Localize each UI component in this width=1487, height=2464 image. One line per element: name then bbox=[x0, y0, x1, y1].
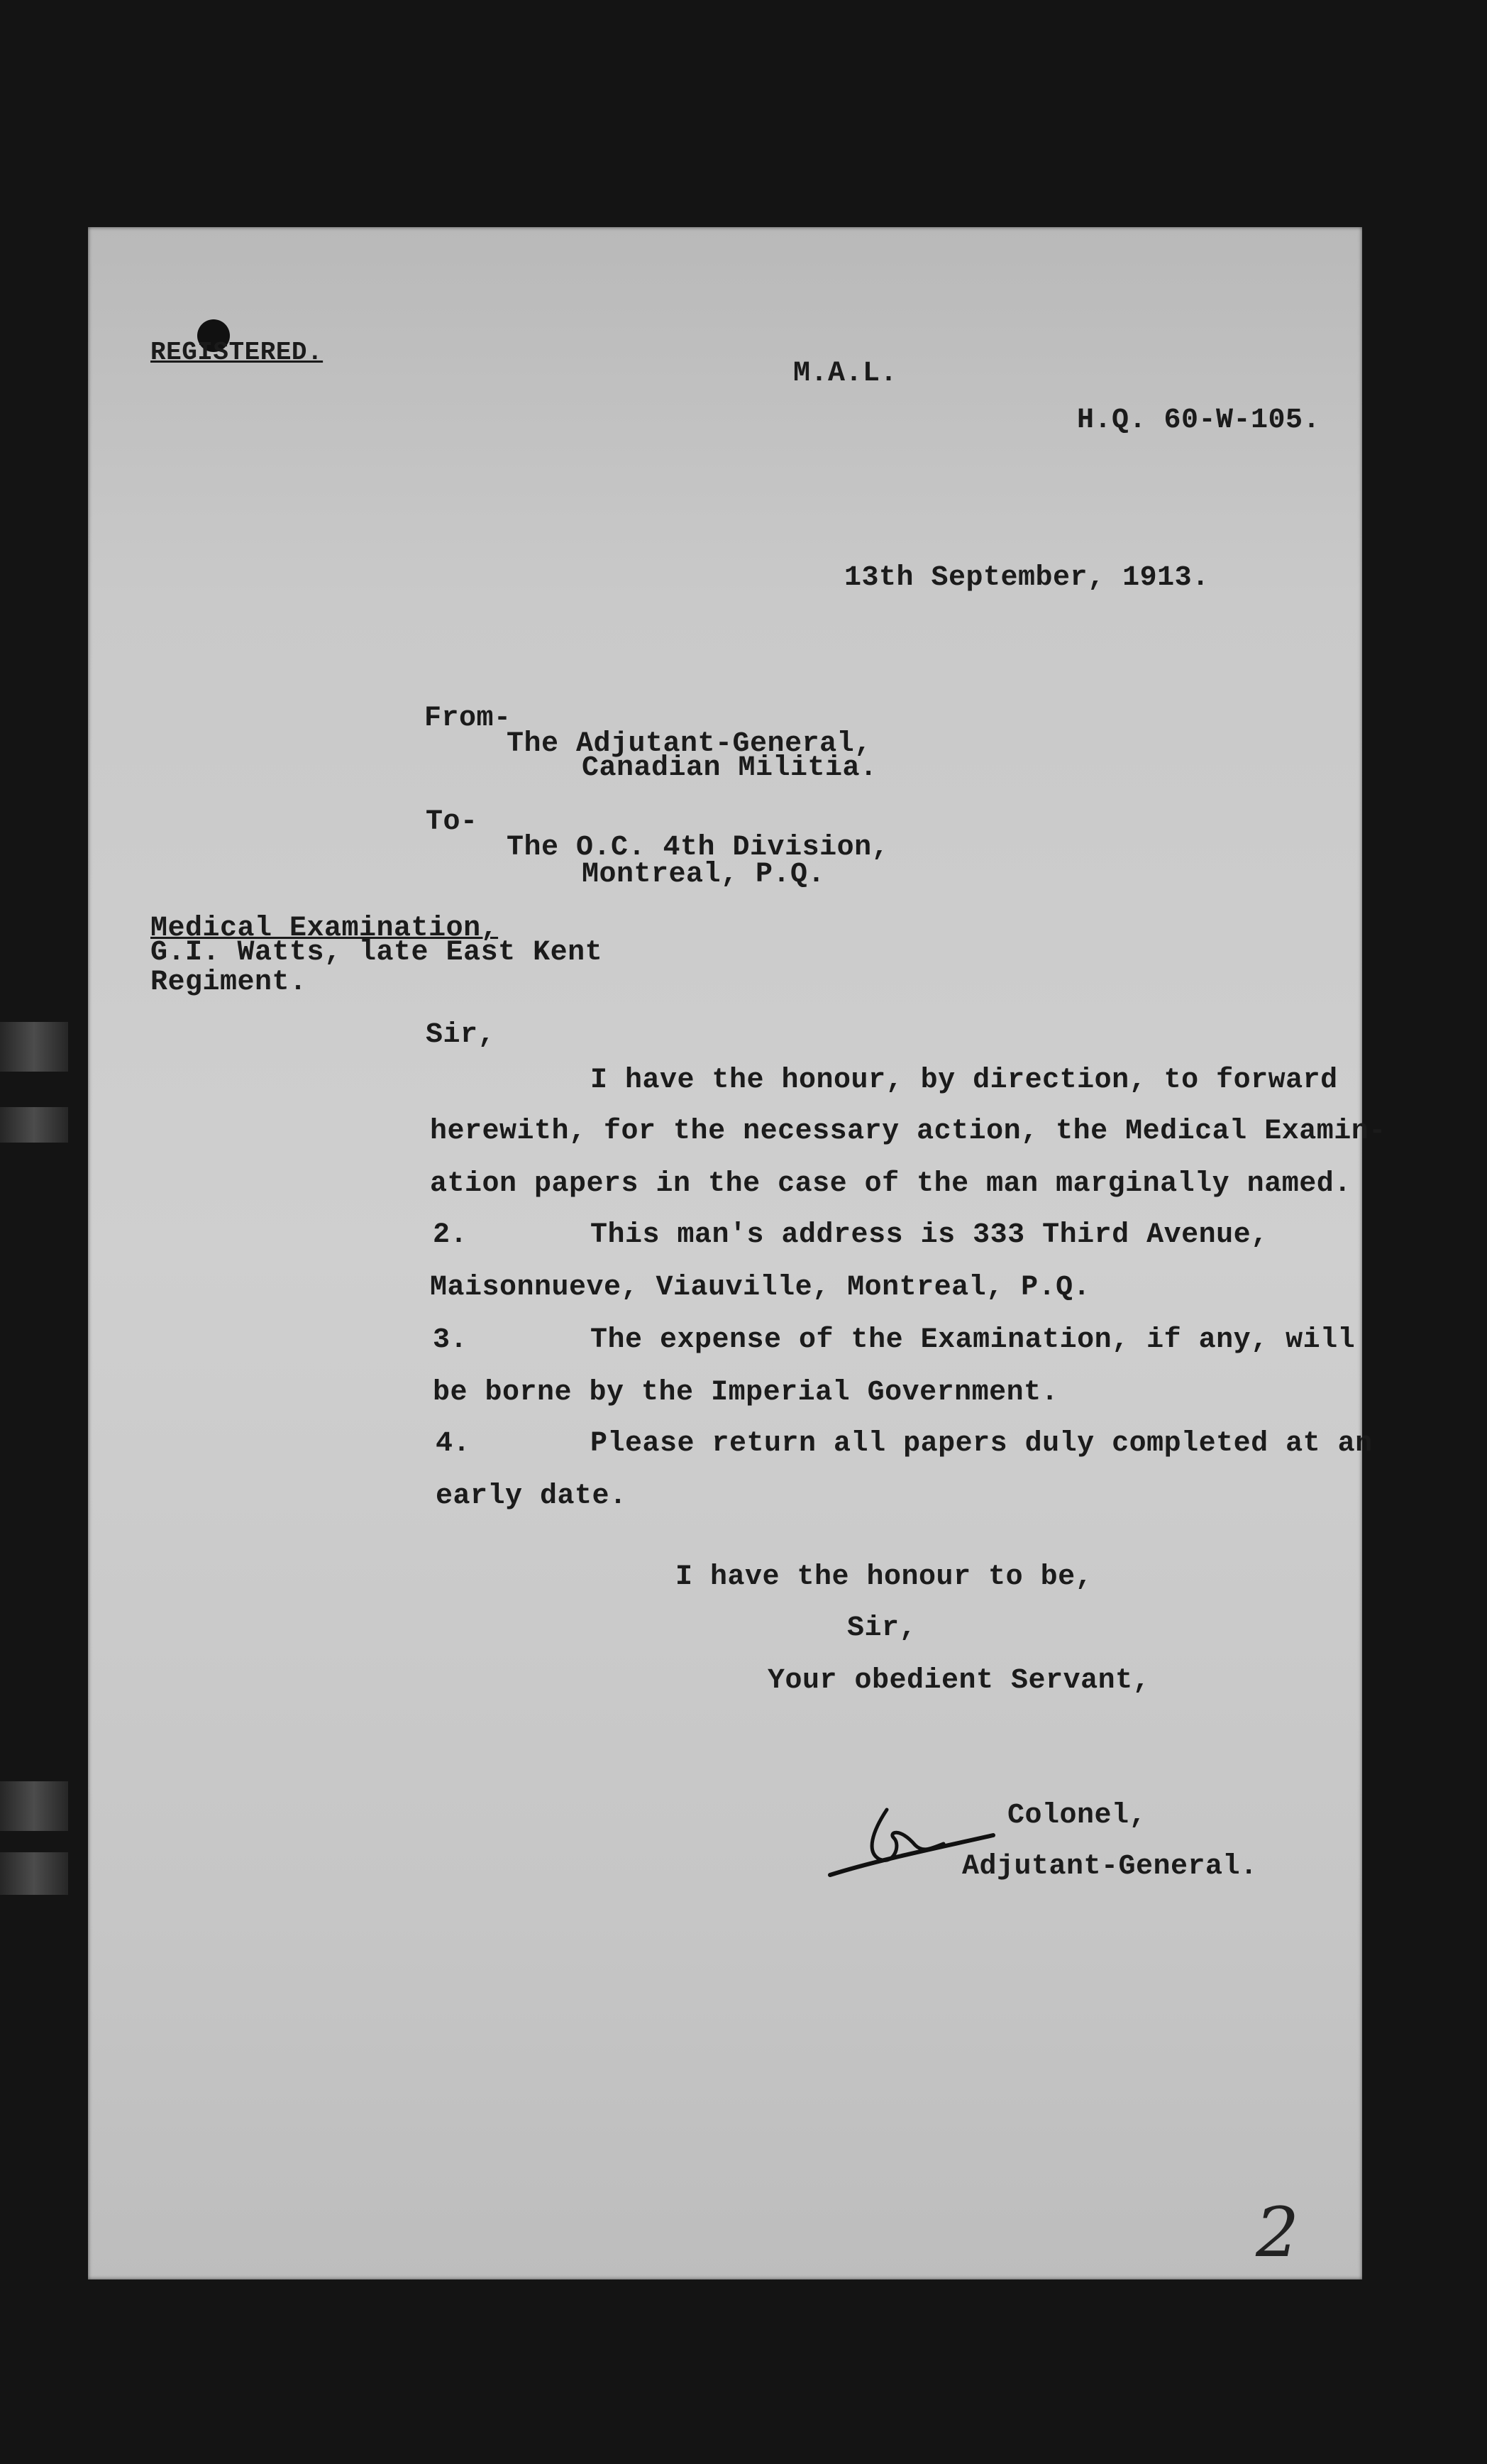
film-edge-strip bbox=[0, 1852, 68, 1895]
closing-line-1: I have the honour to be, bbox=[675, 1561, 1093, 1593]
page-number: 2 bbox=[1256, 2193, 1300, 2272]
film-edge-strip bbox=[0, 1107, 68, 1143]
paragraph-4-line-2: early date. bbox=[436, 1480, 627, 1512]
to-line-2: Montreal, P.Q. bbox=[582, 859, 826, 891]
paragraph-3-number: 3. bbox=[433, 1324, 468, 1356]
paragraph-2-line-2: Maisonnueve, Viauville, Montreal, P.Q. bbox=[430, 1272, 1091, 1304]
signature-title: Adjutant-General. bbox=[962, 1851, 1258, 1883]
marginal-name: G.I. Watts, late East Kent bbox=[150, 937, 603, 969]
to-label: To- bbox=[426, 806, 478, 838]
paragraph-1-line-2: herewith, for the necessary action, the Medical Examin- bbox=[430, 1116, 1386, 1148]
paragraph-3-line-1: The expense of the Examination, if any, will bbox=[590, 1324, 1356, 1356]
marginal-subject: Medical Examination, bbox=[150, 913, 499, 945]
from-label: From- bbox=[424, 703, 512, 735]
paragraph-2-line-1: This man's address is 333 Third Avenue, bbox=[590, 1219, 1268, 1251]
paragraph-1-line-3: ation papers in the case of the man marginally named. bbox=[430, 1168, 1351, 1200]
closing-line-3: Your obedient Servant, bbox=[768, 1665, 1151, 1697]
paragraph-2-number: 2. bbox=[433, 1219, 468, 1251]
closing-line-2: Sir, bbox=[847, 1612, 917, 1644]
to-line-1: The O.C. 4th Division, bbox=[507, 832, 890, 864]
paragraph-1-line-1: I have the honour, by direction, to forward bbox=[590, 1065, 1338, 1096]
paragraph-4-line-1: Please return all papers duly completed at an bbox=[590, 1428, 1373, 1460]
salutation: Sir, bbox=[426, 1019, 496, 1051]
letter-page bbox=[88, 227, 1362, 2279]
file-reference: H.Q. 60-W-105. bbox=[1077, 405, 1321, 436]
initials: M.A.L. bbox=[793, 358, 898, 390]
from-line-1: The Adjutant-General, bbox=[507, 728, 872, 760]
paragraph-3-line-2: be borne by the Imperial Government. bbox=[433, 1377, 1059, 1409]
paragraph-4-number: 4. bbox=[436, 1428, 471, 1460]
from-line-2: Canadian Militia. bbox=[582, 752, 878, 784]
letter-date: 13th September, 1913. bbox=[844, 562, 1210, 594]
film-edge-strip bbox=[0, 1781, 68, 1831]
marginal-regiment: Regiment. bbox=[150, 967, 307, 999]
film-edge-strip bbox=[0, 1022, 68, 1072]
signature-rank: Colonel, bbox=[1007, 1800, 1147, 1832]
registered-stamp: REGISTERED. bbox=[150, 338, 324, 367]
